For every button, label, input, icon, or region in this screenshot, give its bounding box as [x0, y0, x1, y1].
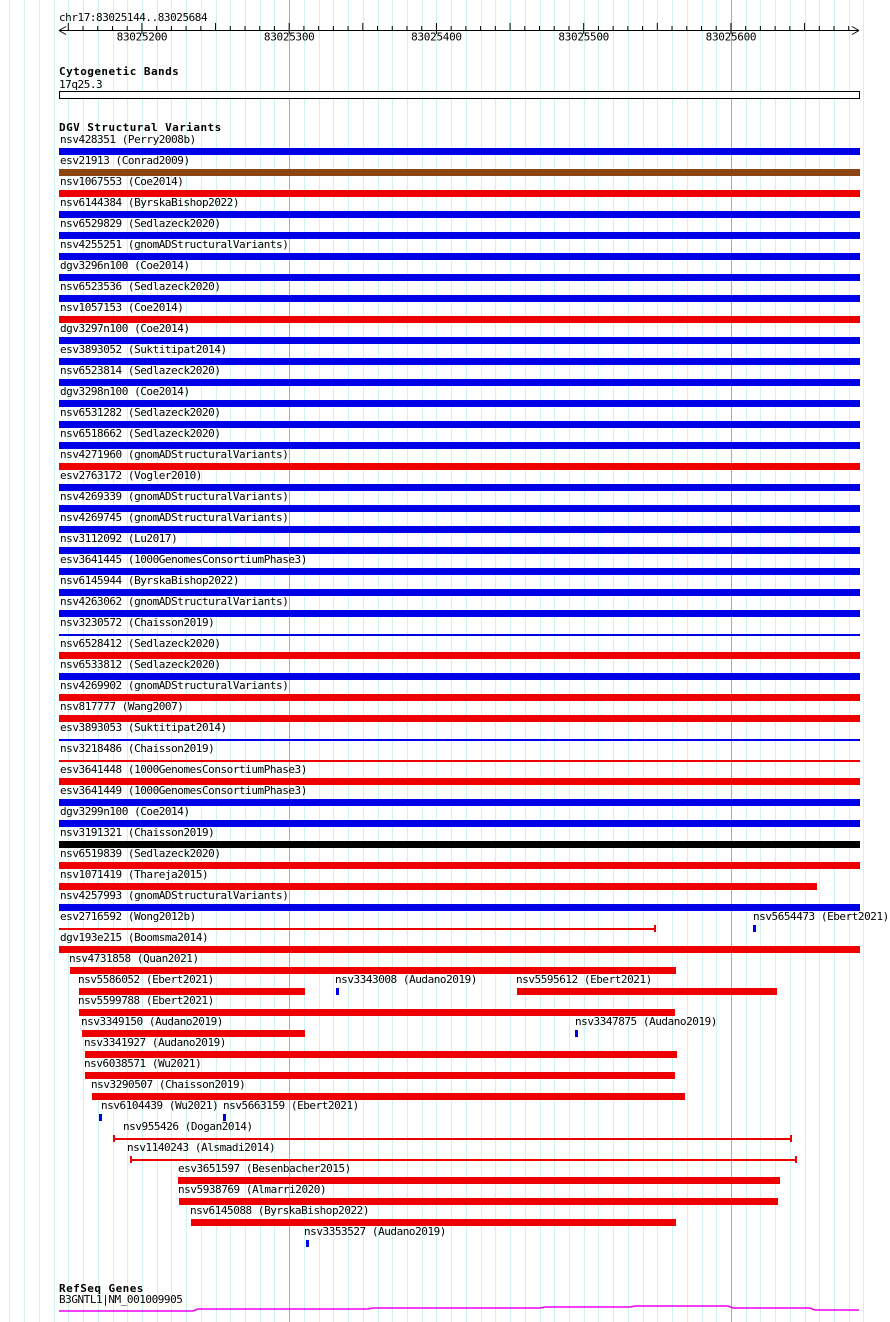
- variant-label[interactable]: nsv4731858 (Quan2021): [69, 952, 199, 965]
- gridline: [819, 0, 820, 1322]
- variant-label[interactable]: nsv6529829 (Sedlazeck2020): [60, 217, 221, 230]
- variant-line[interactable]: [59, 739, 860, 741]
- variant-label[interactable]: nsv6519839 (Sedlazeck2020): [60, 847, 221, 860]
- variant-line-endtick: [795, 1156, 797, 1163]
- variant-label[interactable]: nsv3347875 (Audano2019): [575, 1015, 717, 1028]
- variant-label[interactable]: nsv6104439 (Wu2021): [101, 1099, 219, 1112]
- ruler-tick-label: 83025400: [411, 30, 462, 44]
- variant-point[interactable]: [99, 1114, 102, 1121]
- refseq-genes-title: RefSeq Genes: [59, 1282, 144, 1295]
- variant-label[interactable]: nsv6523814 (Sedlazeck2020): [60, 364, 221, 377]
- region-coordinates-label: chr17:83025144..83025684: [59, 11, 208, 24]
- cytoband-name-label: 17q25.3: [59, 78, 103, 91]
- gridline: [333, 0, 334, 1322]
- gridline: [39, 0, 40, 1322]
- variant-label[interactable]: nsv3290507 (Chaisson2019): [91, 1078, 246, 1091]
- variant-label[interactable]: nsv955426 (Dogan2014): [123, 1120, 253, 1133]
- variant-label[interactable]: nsv6145944 (ByrskaBishop2022): [60, 574, 240, 587]
- gene-intron-line[interactable]: [59, 1306, 859, 1311]
- variant-label[interactable]: esv3641448 (1000GenomesConsortiumPhase3): [60, 763, 307, 776]
- variant-label[interactable]: nsv3218486 (Chaisson2019): [60, 742, 215, 755]
- refseq-gene-name-label[interactable]: B3GNTL1|NM_001009905: [59, 1293, 183, 1306]
- gridline: [863, 0, 864, 1322]
- variant-label[interactable]: nsv5595612 (Ebert2021): [516, 973, 652, 986]
- variant-label[interactable]: nsv6528412 (Sedlazeck2020): [60, 637, 221, 650]
- ruler-right-arrow-icon: [852, 27, 859, 31]
- variant-label[interactable]: nsv5654473 (Ebert2021): [753, 910, 889, 923]
- variant-label[interactable]: esv3893053 (Suktitipat2014): [60, 721, 227, 734]
- variant-label[interactable]: nsv4257993 (gnomADStructuralVariants): [60, 889, 289, 902]
- gridline: [319, 0, 320, 1322]
- variant-label[interactable]: nsv3341927 (Audano2019): [84, 1036, 226, 1049]
- variant-label[interactable]: nsv3349150 (Audano2019): [81, 1015, 223, 1028]
- variant-label[interactable]: nsv4255251 (gnomADStructuralVariants): [60, 238, 289, 251]
- gridline: [805, 0, 806, 1322]
- ruler-tick-label: 83025200: [116, 30, 168, 44]
- ruler-left-arrow-icon: [59, 31, 66, 35]
- variant-label[interactable]: esv3641449 (1000GenomesConsortiumPhase3): [60, 784, 307, 797]
- variant-label[interactable]: nsv6145088 (ByrskaBishop2022): [190, 1204, 370, 1217]
- gridline: [481, 0, 482, 1322]
- variant-line[interactable]: [113, 1138, 792, 1140]
- variant-line-endtick: [790, 1135, 792, 1142]
- gridline: [348, 0, 349, 1322]
- variant-line-endtick: [113, 1135, 115, 1142]
- gridline: [657, 0, 658, 1322]
- variant-label[interactable]: dgv3298n100 (Coe2014): [60, 385, 190, 398]
- variant-label[interactable]: nsv4269339 (gnomADStructuralVariants): [60, 490, 289, 503]
- variant-bar[interactable]: [517, 988, 777, 995]
- variant-label[interactable]: nsv1067553 (Coe2014): [60, 175, 184, 188]
- variant-label[interactable]: nsv5663159 (Ebert2021): [223, 1099, 359, 1112]
- variant-point[interactable]: [753, 925, 756, 932]
- gridline: [495, 0, 496, 1322]
- coordinate-ruler: [0, 0, 890, 46]
- variant-line-endtick: [130, 1156, 132, 1163]
- gridline: [687, 0, 688, 1322]
- variant-label[interactable]: nsv4269745 (gnomADStructuralVariants): [60, 511, 289, 524]
- variant-bar[interactable]: [59, 526, 860, 533]
- ruler-tick-label: 83025500: [558, 30, 610, 44]
- gridline: [436, 0, 437, 1322]
- variant-label[interactable]: nsv428351 (Perry2008b): [60, 133, 196, 146]
- variant-label[interactable]: esv3641445 (1000GenomesConsortiumPhase3): [60, 553, 307, 566]
- gridline: [628, 0, 629, 1322]
- variant-label[interactable]: esv3651597 (Besenbacher2015): [178, 1162, 351, 1175]
- variant-label[interactable]: esv21913 (Conrad2009): [60, 154, 190, 167]
- variant-label[interactable]: nsv6533812 (Sedlazeck2020): [60, 658, 221, 671]
- variant-label[interactable]: esv2716592 (Wong2012b): [60, 910, 196, 923]
- variant-point[interactable]: [306, 1240, 309, 1247]
- variant-label[interactable]: nsv3191321 (Chaisson2019): [60, 826, 215, 839]
- variant-label[interactable]: nsv6518662 (Sedlazeck2020): [60, 427, 221, 440]
- gridline: [392, 0, 393, 1322]
- gridline: [834, 0, 835, 1322]
- gridline: [54, 0, 55, 1322]
- variant-line[interactable]: [59, 928, 656, 930]
- gridline: [672, 0, 673, 1322]
- variant-label[interactable]: dgv3299n100 (Coe2014): [60, 805, 190, 818]
- variant-label[interactable]: nsv5586052 (Ebert2021): [78, 973, 214, 986]
- gridline: [9, 0, 10, 1322]
- gridline: [363, 0, 364, 1322]
- variant-label[interactable]: nsv1071419 (Thareja2015): [60, 868, 209, 881]
- gridline: [540, 0, 541, 1322]
- gridline: [304, 0, 305, 1322]
- variant-label[interactable]: dgv3297n100 (Coe2014): [60, 322, 190, 335]
- variant-point[interactable]: [336, 988, 339, 995]
- variant-label[interactable]: nsv817777 (Wang2007): [60, 700, 184, 713]
- gridline: [378, 0, 379, 1322]
- variant-label[interactable]: nsv6144384 (ByrskaBishop2022): [60, 196, 240, 209]
- variant-line[interactable]: [130, 1159, 797, 1161]
- variant-label[interactable]: nsv5938769 (Almarri2020): [178, 1183, 327, 1196]
- gridline: [510, 0, 511, 1322]
- variant-line[interactable]: [59, 634, 860, 636]
- gridline: [731, 0, 732, 1322]
- gridline: [746, 0, 747, 1322]
- variant-label[interactable]: nsv5599788 (Ebert2021): [78, 994, 214, 1007]
- ruler-tick-label: 83025600: [705, 30, 757, 44]
- gridline: [584, 0, 585, 1322]
- variant-label[interactable]: nsv1140243 (Alsmadi2014): [127, 1141, 276, 1154]
- variant-point[interactable]: [575, 1030, 578, 1037]
- cytogenetic-bands-title: Cytogenetic Bands: [59, 65, 180, 78]
- ruler-tick-label: 83025300: [263, 30, 315, 44]
- gridline: [451, 0, 452, 1322]
- variant-label[interactable]: nsv3343008 (Audano2019): [335, 973, 477, 986]
- variant-label[interactable]: nsv6523536 (Sedlazeck2020): [60, 280, 221, 293]
- gridline: [702, 0, 703, 1322]
- variant-line[interactable]: [59, 760, 860, 762]
- variant-line-endtick: [654, 925, 656, 932]
- cytoband-rect[interactable]: [59, 91, 860, 99]
- variant-label[interactable]: nsv4263062 (gnomADStructuralVariants): [60, 595, 289, 608]
- gridline: [643, 0, 644, 1322]
- variant-label[interactable]: nsv4269902 (gnomADStructuralVariants): [60, 679, 289, 692]
- variant-label[interactable]: nsv6531282 (Sedlazeck2020): [60, 406, 221, 419]
- gridline: [525, 0, 526, 1322]
- variant-label[interactable]: nsv1057153 (Coe2014): [60, 301, 184, 314]
- gridline: [569, 0, 570, 1322]
- gridline: [260, 0, 261, 1322]
- dgv-structural-variants-title: DGV Structural Variants: [59, 121, 222, 134]
- variant-label[interactable]: nsv6038571 (Wu2021): [84, 1057, 202, 1070]
- gridline: [716, 0, 717, 1322]
- gridline: [775, 0, 776, 1322]
- variant-label[interactable]: esv2763172 (Vogler2010): [60, 469, 202, 482]
- gridline: [554, 0, 555, 1322]
- ruler-right-arrow-icon: [852, 31, 859, 35]
- gridline: [849, 0, 850, 1322]
- gridline: [289, 0, 290, 1322]
- variant-label[interactable]: dgv193e215 (Boomsma2014): [60, 931, 209, 944]
- variant-label[interactable]: nsv3230572 (Chaisson2019): [60, 616, 215, 629]
- gridline: [613, 0, 614, 1322]
- variant-label[interactable]: dgv3296n100 (Coe2014): [60, 259, 190, 272]
- gridline: [407, 0, 408, 1322]
- refseq-gene-structure[interactable]: [0, 1300, 890, 1322]
- variant-label[interactable]: nsv4271960 (gnomADStructuralVariants): [60, 448, 289, 461]
- gridline: [598, 0, 599, 1322]
- gridline: [790, 0, 791, 1322]
- ruler-left-arrow-icon: [59, 27, 66, 31]
- gridline: [760, 0, 761, 1322]
- variant-label[interactable]: nsv3353527 (Audano2019): [304, 1225, 446, 1238]
- gridline: [422, 0, 423, 1322]
- variant-label[interactable]: nsv3112092 (Lu2017): [60, 532, 178, 545]
- variant-label[interactable]: esv3893052 (Suktitipat2014): [60, 343, 227, 356]
- gridline: [274, 0, 275, 1322]
- gridline: [466, 0, 467, 1322]
- gridline: [24, 0, 25, 1322]
